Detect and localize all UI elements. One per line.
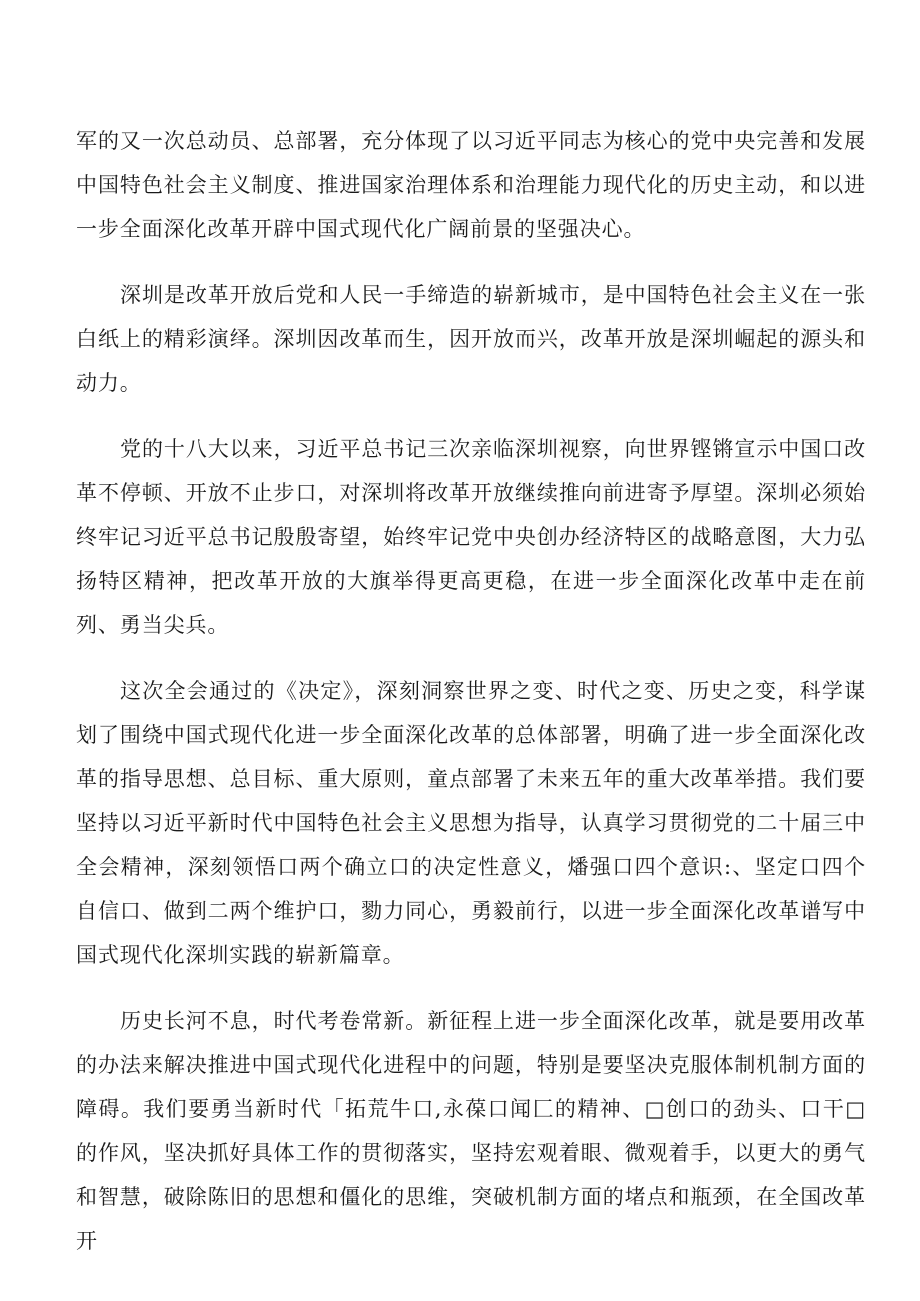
paragraph-3: 党的十八大以来，习近平总书记三次亲临深圳视察，向世界铿锵宣示中国口改革不停顿、开放不止步口，对深圳将改革开放继续推向前进寄予厚望。深圳必须始终牢记习近平总书记殷殷寄望，始终牢记党中央创办经济特区的战略意图，大力弘扬特区精神，把改革开放的大旗举得更高更稳，在进一步全面深化改革中走在前列、勇当尖兵。: [76, 437, 866, 637]
paragraph-2: 深圳是改革开放后党和人民一手缔造的崭新城市，是中国特色社会主义在一张白纸上的精彩演绎。深圳因改革而生，因开放而兴，改革开放是深圳崛起的源头和动力。: [76, 283, 866, 395]
document-body: [76, 119, 866, 1285]
paragraph-5: 历史长河不息，时代考卷常新。新征程上进一步全面深化改革，就是要用改革的办法来解决推进中国式现代化进程中的问题，特别是要坚决克服体制机制方面的障碍。我们要勇当新时代「拓荒牛口,永葆口闻匚的精神、□创口的劲头、口干□的作风，坚决抓好具体工作的贯彻落实，坚持宏观着眼、微观着手，以更大的勇气和智慧，破除陈旧的思想和僵化的思维，突破机制方面的堵点和瓶颈，在全国改革开: [76, 1009, 866, 1253]
paragraph-1: 军的又一次总动员、总部署，充分体现了以习近平同志为核心的党中央完善和发展中国特色社会主义制度、推进国家治理体系和治理能力现代化的历史主动，和以进一步全面深化改革开辟中国式现代化广阔前景的坚强决心。: [76, 129, 866, 241]
paragraph-4: 这次全会通过的《决定》，深刻洞察世界之变、时代之变、历史之变，科学谋划了围绕中国式现代化进一步全面深化改革的总体部署，明确了进一步全面深化改革的指导思想、总目标、重大原则，童点部署了未来五年的重大改革举措。我们要坚持以习近平新时代中国特色社会主义思想为指导，认真学习贯彻党的二十届三中全会精神，深刻领悟口两个确立口的决定性意义，燔强口四个意识:、坚定口四个自信口、做到二两个维护口，勠力同心，勇毅前行，以进一步全面深化改革谱写中国式现代化深圳实践的崭新篇章。: [76, 679, 866, 967]
